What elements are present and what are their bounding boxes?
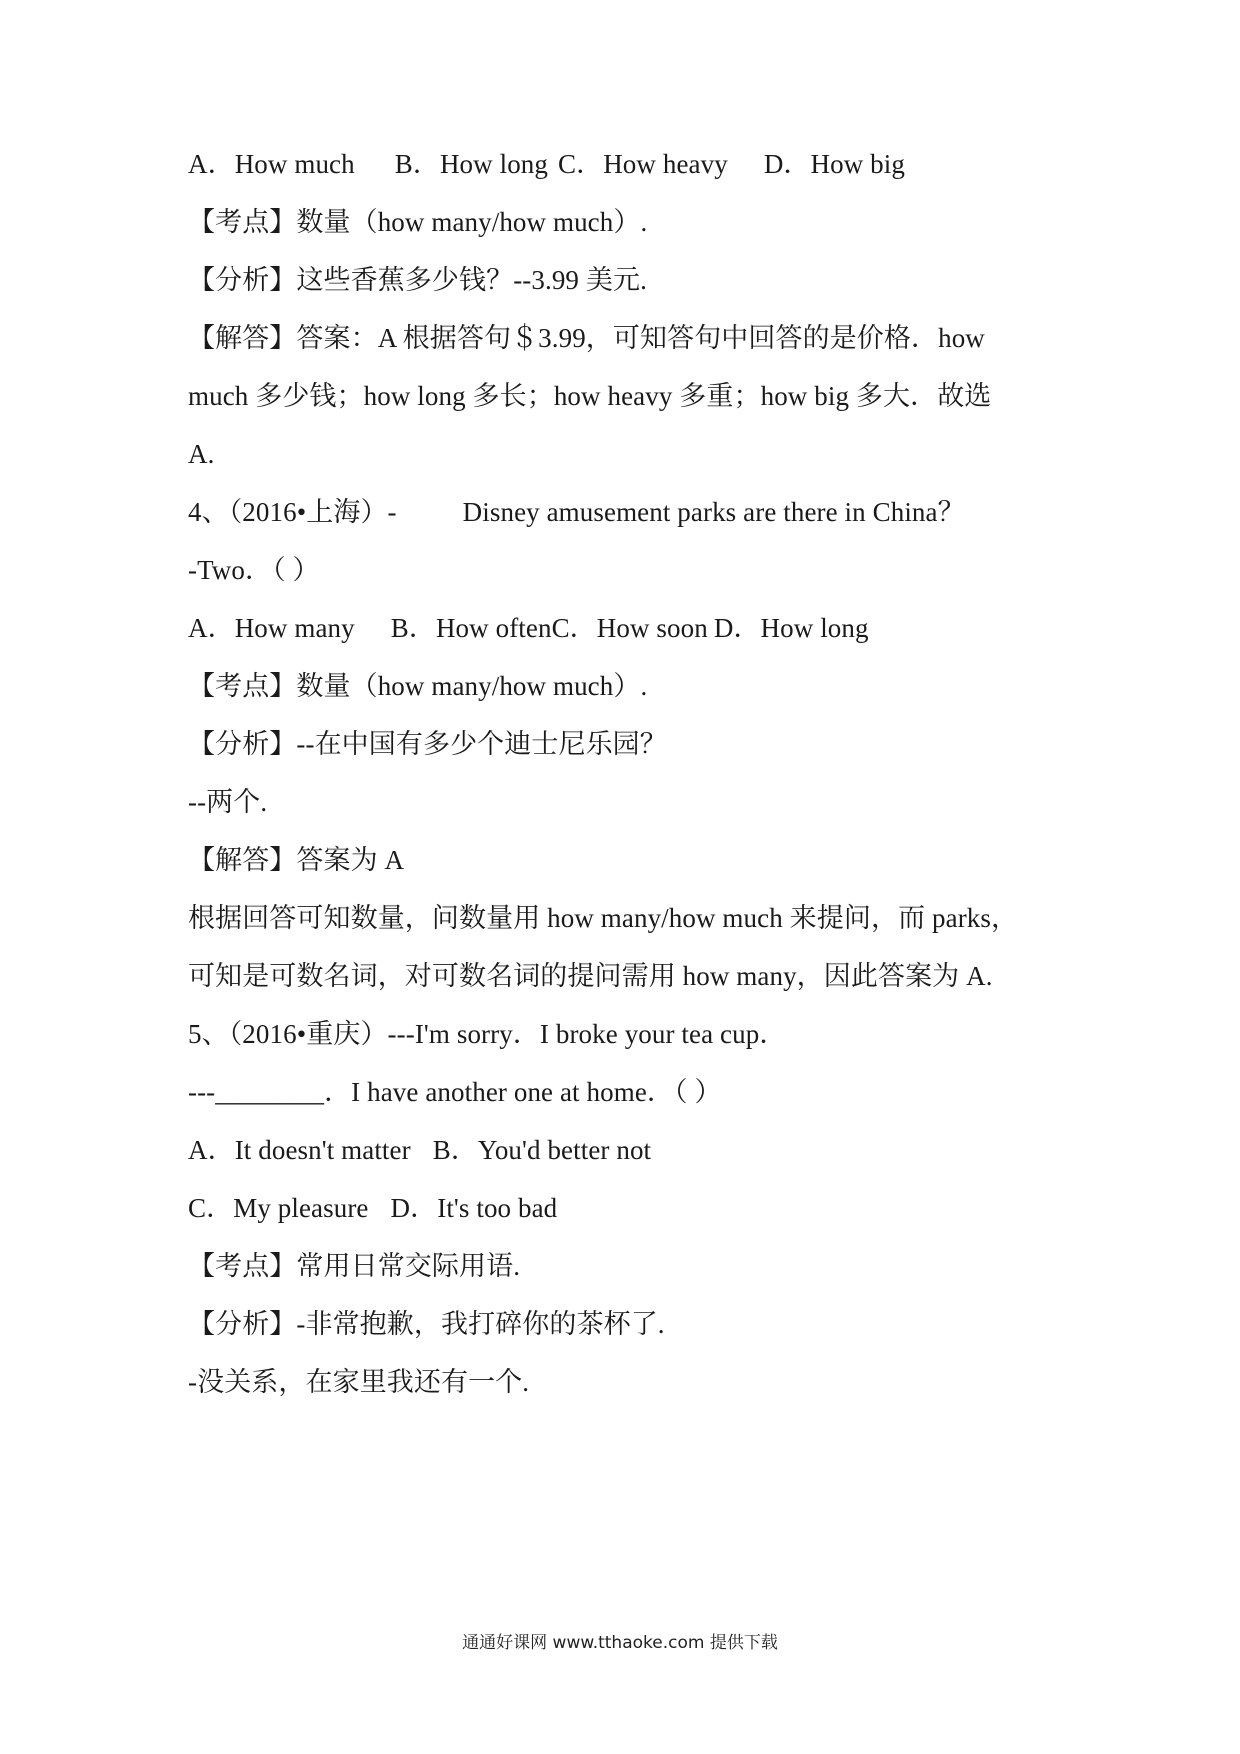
text-segment: much 多少钱；how long 多长；how heavy 多重；how big 多大．故选 <box>188 381 992 411</box>
text-line <box>188 314 1068 362</box>
text-line <box>188 778 1068 826</box>
text-segment: 【分析】--在中国有多少个迪士尼乐园？ <box>188 729 667 759</box>
text-segment: C．My pleasure <box>188 1193 369 1223</box>
text-line <box>188 836 1068 884</box>
text-line <box>188 604 1068 652</box>
text-segment: D．How long <box>713 613 869 643</box>
text-segment: Disney amusement parks are there in China？ <box>462 497 965 527</box>
text-line <box>188 1242 1068 1290</box>
text-segment: D．It's too bad <box>390 1193 558 1223</box>
text-segment: B．You'd better not <box>432 1135 652 1165</box>
text-segment: A. <box>188 439 215 469</box>
text-line <box>188 1358 1068 1406</box>
text-line <box>188 894 1068 942</box>
text-segment: A．How much <box>188 149 355 179</box>
text-segment: A．It doesn't matter <box>188 1135 411 1165</box>
text-segment: -没关系，在家里我还有一个. <box>188 1367 530 1397</box>
text-segment: -Two．（ ） <box>188 555 320 585</box>
text-segment: 5、（2016•重庆）---I'm sorry．I broke your tea cup． <box>188 1019 787 1049</box>
text-line <box>188 1010 1068 1058</box>
text-segment: B．How often <box>390 613 552 643</box>
text-segment: 【考点】数量（how many/how much）. <box>188 671 648 701</box>
text-segment: B．How long <box>394 149 548 179</box>
text-line <box>188 546 1068 594</box>
text-line <box>188 430 1068 478</box>
text-segment: 【考点】常用日常交际用语. <box>188 1251 521 1281</box>
text-segment: ---________．I have another one at home．（ ） <box>188 1077 722 1107</box>
page-footer: 通通好课网 www.tthaoke.com 提供下载 <box>462 1633 778 1653</box>
text-segment: 【解答】答案为 A <box>188 845 405 875</box>
text-line <box>188 662 1068 710</box>
text-line <box>188 952 1068 1000</box>
text-line <box>188 1184 1068 1232</box>
text-segment: 根据回答可知数量，问数量用 how many/how much 来提问，而 parks， <box>188 903 1019 933</box>
text-line <box>188 372 1068 420</box>
text-line <box>188 198 1068 246</box>
text-segment: A．How many <box>188 613 355 643</box>
text-line <box>188 1068 1068 1116</box>
text-segment: 可知是可数名词，对可数名词的提问需用 how many，因此答案为 A. <box>188 961 993 991</box>
text-segment: 【分析】这些香蕉多少钱？--3.99 美元. <box>188 265 647 295</box>
text-segment: --两个. <box>188 787 268 817</box>
text-segment: 【考点】数量（how many/how much）. <box>188 207 648 237</box>
text-line <box>188 1300 1068 1348</box>
text-line <box>188 140 1068 188</box>
text-segment: 【解答】答案：A 根据答句＄3.99，可知答句中回答的是价格．how <box>188 323 985 353</box>
text-segment: C．How heavy <box>558 149 728 179</box>
text-line <box>188 720 1068 768</box>
text-line <box>188 488 1068 536</box>
text-line <box>188 256 1068 304</box>
text-line <box>188 1126 1068 1174</box>
text-segment: D．How big <box>763 149 905 179</box>
text-segment: 【分析】-非常抱歉，我打碎你的茶杯了. <box>188 1309 665 1339</box>
text-segment: 4、（2016•上海）- <box>188 497 397 527</box>
text-segment: C．How soon <box>551 613 708 643</box>
